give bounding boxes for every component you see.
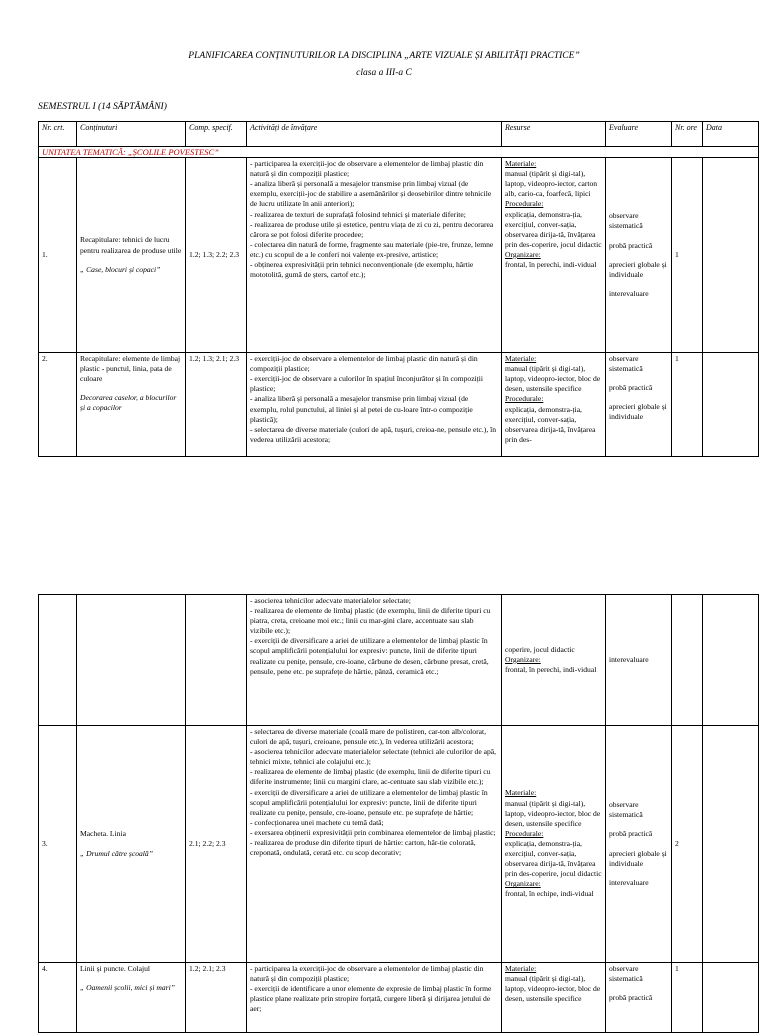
resources-procedural-label: Procedurale: bbox=[505, 394, 544, 404]
activity-item: - exerciții-joc de observare a elementelor de limbaj plastic din natură și din compoziții plastice; bbox=[250, 354, 478, 374]
resources-procedural-label: Procedurale: bbox=[505, 828, 544, 838]
resources-materials: manual (tipărit și digi-tal), laptop, videopro-iector, bloc de desen, ustensile specifice bbox=[505, 798, 601, 828]
table-row bbox=[39, 353, 759, 457]
activity-item: - realizarea de texturi de suprafață folosind tehnici și materiale diferite; bbox=[250, 209, 466, 219]
row-resources bbox=[502, 353, 606, 457]
activity-item: - realizarea de elemente de limbaj plastic (de exemplu, linii de diferite tipuri cu diferite instrumente; linii cu margini clare, ac-centuate sau slab vizibile etc.); bbox=[250, 767, 491, 787]
evaluation-item: observare sistematică bbox=[609, 964, 643, 984]
table-row bbox=[39, 726, 759, 963]
evaluation-item: probă practică bbox=[609, 993, 653, 1003]
row-date bbox=[703, 726, 759, 963]
row-hours: 1 bbox=[672, 963, 703, 1033]
activity-item: - analiza liberă și personală a mesajelor transmise prin limbaj vizual (de exemplu, rolul punctului, al liniei și al petei de cu-loare într-o compoziție plastică); bbox=[250, 394, 473, 424]
activity-item: - realizarea de produse din diferite tipuri de hârtie: carton, hâr-tie colorată, creponată, ondulată, cerată etc. cu scop decorativ; bbox=[250, 838, 476, 858]
activity-item: - exerciții-joc de observare a culorilor în spațiul înconjurător și în compoziții plastice; bbox=[250, 374, 484, 394]
row-content bbox=[77, 595, 186, 726]
evaluation-item: interevaluare bbox=[609, 877, 649, 887]
content-text: Linii și puncte. Colajul bbox=[80, 964, 151, 973]
header-hours: Nr. ore bbox=[672, 122, 703, 147]
resources-materials-label: Materiale: bbox=[505, 964, 537, 973]
resources-materials: coperire, jocul didactic bbox=[505, 644, 575, 654]
resources-materials: manual (tipărit și digi-tal), laptop, videopro-iector, bloc de desen, ustensile specifice bbox=[505, 974, 601, 1004]
evaluation-item: probă practică bbox=[609, 240, 653, 250]
table-row-continuation bbox=[39, 595, 759, 726]
evaluation-item: observare sistematică bbox=[609, 211, 643, 231]
evaluation-item: probă practică bbox=[609, 829, 653, 839]
row-date bbox=[703, 963, 759, 1033]
evaluation-item: aprecieri globale și individuale bbox=[609, 402, 667, 422]
activity-item: - colectarea din natură de forme, fragmente sau materiale (pie-tre, frunze, lemne etc.) cu scopul de a le conferi noi valențe ex-presive, artistice; bbox=[250, 239, 494, 259]
table-row bbox=[39, 158, 759, 353]
evaluation-item: interevaluare bbox=[609, 288, 649, 298]
row-nr: 1. bbox=[39, 158, 77, 353]
resources-materials-label: Materiale: bbox=[505, 159, 537, 169]
resources-materials: manual (tipărit și digi-tal), laptop, videopro-iector, carton alb, cario-ca, foarfecă, lipici bbox=[505, 169, 598, 199]
activity-item: - participarea la exerciții-joc de observare a elementelor de limbaj plastic din natură și din compoziții plastice; bbox=[250, 964, 484, 984]
resources-procedural: explicația, demonstra-ția, exercițiul, conver-sația, observarea dirija-tă, învățarea prin des- bbox=[505, 404, 596, 444]
resources-organization-label: Organizare: bbox=[505, 249, 541, 259]
resources-materials-label: Materiale: bbox=[505, 354, 537, 364]
content-theme: „ Drumul către școală” bbox=[80, 848, 153, 858]
content-theme: Decorarea caselor, a blocurilor și a copacilor bbox=[80, 393, 177, 413]
row-activities bbox=[247, 353, 502, 457]
row-hours: 2 bbox=[672, 726, 703, 963]
activity-item: - asocierea tehnicilor adecvate materialelor selectate; bbox=[250, 596, 411, 605]
row-resources bbox=[502, 726, 606, 963]
row-evaluation bbox=[606, 726, 672, 963]
resources-organization: frontal, în perechi, indi-vidual bbox=[505, 665, 597, 675]
header-evaluation: Evaluare bbox=[606, 122, 672, 147]
activity-item: - exerciții de diversificare a ariei de utilizare a elementelor de limbaj plastic în scopul amplificării potențialului lor expresiv: puncte, linii de diferite tipuri realizate cu penițe, pensule, cre-ioane, pensule etc. pe suprafețe de hârtie; bbox=[250, 787, 488, 817]
evaluation-item: observare sistematică bbox=[609, 800, 643, 820]
table-row bbox=[39, 963, 759, 1033]
header-content: Conținuturi bbox=[77, 122, 186, 147]
resources-procedural: explicația, demonstra-ția, exercițiul, conver-sația, observarea dirija-tă, învățarea prin des-coperire, jocul didactic bbox=[505, 209, 602, 249]
row-evaluation bbox=[606, 595, 672, 726]
row-resources bbox=[502, 963, 606, 1033]
table-header-row bbox=[39, 122, 759, 147]
row-date bbox=[703, 595, 759, 726]
row-date bbox=[703, 353, 759, 457]
resources-procedural-label: Procedurale: bbox=[505, 199, 544, 209]
activity-item: - selectarea de diverse materiale (coală mare de polistiren, car-ton alb/colorat, culori de apă, tușuri, creioane, pensule etc.), în vederea utilizării acestora; bbox=[250, 727, 486, 747]
row-content bbox=[77, 353, 186, 457]
header-competences: Comp. specif. bbox=[186, 122, 247, 147]
row-competences: 2.1; 2.2; 2.3 bbox=[186, 726, 247, 963]
content-text: Macheta. Linia bbox=[80, 829, 126, 839]
row-competences bbox=[186, 595, 247, 726]
evaluation-item: aprecieri globale și individuale bbox=[609, 259, 667, 279]
evaluation-item: aprecieri globale și individuale bbox=[609, 848, 667, 868]
row-nr: 4. bbox=[39, 963, 77, 1033]
activity-item: - obținerea expresivității prin tehnici neconvenționale (de exemplu, hârtie mototolită, gumă de șters, cartof etc.); bbox=[250, 260, 474, 280]
content-theme: „ Oamenii școlii, mici și mari” bbox=[80, 983, 175, 993]
row-nr: 3. bbox=[39, 726, 77, 963]
activity-item: - confecționarea unei machete cu temă dată; bbox=[250, 817, 384, 827]
document-title: PLANIFICAREA CONȚINUTURILOR LA DISCIPLINA „ARTE VIZUALE ȘI ABILITĂȚI PRACTICE” bbox=[188, 51, 580, 61]
planning-table-page-1 bbox=[38, 121, 759, 457]
resources-materials-label: Materiale: bbox=[505, 788, 537, 798]
header-nr: Nr. crt. bbox=[39, 122, 77, 147]
activity-item: - exerciții de diversificare a ariei de utilizare a elementelor de limbaj plastic în scopul amplificării potențialului lor expresiv: puncte, linii de diferite tipuri realizate cu penițe, pensule, cre-ioane, cărbune de desen, cărbune presat, cretă, pensule, pene etc. pe suprafețe de hârtie, pânză, ceramică etc.; bbox=[250, 636, 489, 676]
activity-item: - exersarea obținerii expresivității prin combinarea elementelor de limbaj plastic; bbox=[250, 827, 496, 837]
activity-item: - selectarea de diverse materiale (culori de apă, tușuri, creioa-ne, pensule etc.), în vederea utilizării acestora; bbox=[250, 424, 497, 444]
row-evaluation bbox=[606, 158, 672, 353]
row-evaluation bbox=[606, 963, 672, 1033]
row-resources bbox=[502, 158, 606, 353]
row-date bbox=[703, 158, 759, 353]
row-competences: 1.2; 2.1; 2.3 bbox=[186, 963, 247, 1033]
resources-procedural: explicația, demonstra-ția, exercițiul, conver-sația, observarea dirija-tă, învățarea prin des-coperire, jocul didactic bbox=[505, 838, 602, 879]
resources-organization-label: Organizare: bbox=[505, 879, 541, 889]
content-text: Recapitulare: elemente de limbaj plastic - punctul, linia, pata de culoare bbox=[80, 354, 181, 384]
document-subtitle: clasa a III-a C bbox=[356, 68, 412, 78]
row-hours: 1 bbox=[672, 353, 703, 457]
evaluation-item: observare sistematică bbox=[609, 354, 643, 374]
row-competences: 1.2; 1.3; 2.2; 2.3 bbox=[186, 158, 247, 353]
activity-item: - asocierea tehnicilor adecvate materialelor selectate (tehnici ale culorilor de apă, tehnici mixte, tehnici ale colajului etc.); bbox=[250, 747, 497, 767]
activity-item: - exerciții de identificare a unor elemente de expresie de limbaj plastic în forme plastice plane realizate prin stropire forțată, curgere liberă și dirijarea jetului de aer; bbox=[250, 984, 492, 1014]
row-content bbox=[77, 158, 186, 353]
resources-organization: frontal, în echipe, indi-vidual bbox=[505, 889, 594, 899]
row-activities bbox=[247, 726, 502, 963]
row-activities bbox=[247, 963, 502, 1033]
row-competences: 1.2; 1.3; 2.1; 2.3 bbox=[186, 353, 247, 457]
activity-item: - participarea la exerciții-joc de observare a elementelor de limbaj plastic din natură și din compoziții plastice; bbox=[250, 159, 484, 179]
row-evaluation bbox=[606, 353, 672, 457]
row-content bbox=[77, 726, 186, 963]
row-content bbox=[77, 963, 186, 1033]
row-hours: 1 bbox=[672, 158, 703, 353]
row-hours bbox=[672, 595, 703, 726]
resources-materials: manual (tipărit și digi-tal), laptop, videopro-iector, bloc de desen, ustensile specifice bbox=[505, 364, 601, 394]
evaluation-item: interevaluare bbox=[609, 654, 649, 664]
evaluation-item: probă practică bbox=[609, 383, 653, 393]
unit-title: UNITATEA TEMATICĂ: „ȘCOLILE POVESTESC” bbox=[39, 147, 759, 158]
resources-organization: frontal, în perechi, indi-vidual bbox=[505, 260, 597, 270]
header-date: Data bbox=[703, 122, 759, 147]
row-resources bbox=[502, 595, 606, 726]
row-activities bbox=[247, 595, 502, 726]
row-activities bbox=[247, 158, 502, 353]
row-nr: 2. bbox=[39, 353, 77, 457]
activity-item: - realizarea de elemente de limbaj plastic (de exemplu, linii de diferite tipuri cu piatra, creta, creioane moi etc.; linii cu mar-gini clare, accentuate sau slab vizibile etc.); bbox=[250, 606, 491, 636]
unit-row bbox=[39, 147, 759, 158]
header-resources: Resurse bbox=[502, 122, 606, 147]
row-nr bbox=[39, 595, 77, 726]
resources-organization-label: Organizare: bbox=[505, 654, 541, 664]
activity-item: - analiza liberă și personală a mesajelor transmise prin limbaj vizual (de exemplu, exerciții-joc de stabilire a asemănărilor și deosebirilor dintre tehnicile de lucru utilizate în anii anteriori); bbox=[250, 179, 492, 209]
activity-item: - realizarea de produse utile și estetice, pentru viața de zi cu zi, pentru decorarea cărora se pot folosi diferite procedee; bbox=[250, 219, 494, 239]
semester-heading: SEMESTRUL I (14 SĂPTĂMÂNI) bbox=[38, 102, 167, 112]
content-theme: „ Case, blocuri și copaci” bbox=[80, 264, 161, 274]
content-text: Recapitulare: tehnici de lucru pentru realizarea de produse utile bbox=[80, 235, 182, 255]
planning-table-page-2 bbox=[38, 594, 759, 1033]
header-activities: Activități de învățare bbox=[247, 122, 502, 147]
